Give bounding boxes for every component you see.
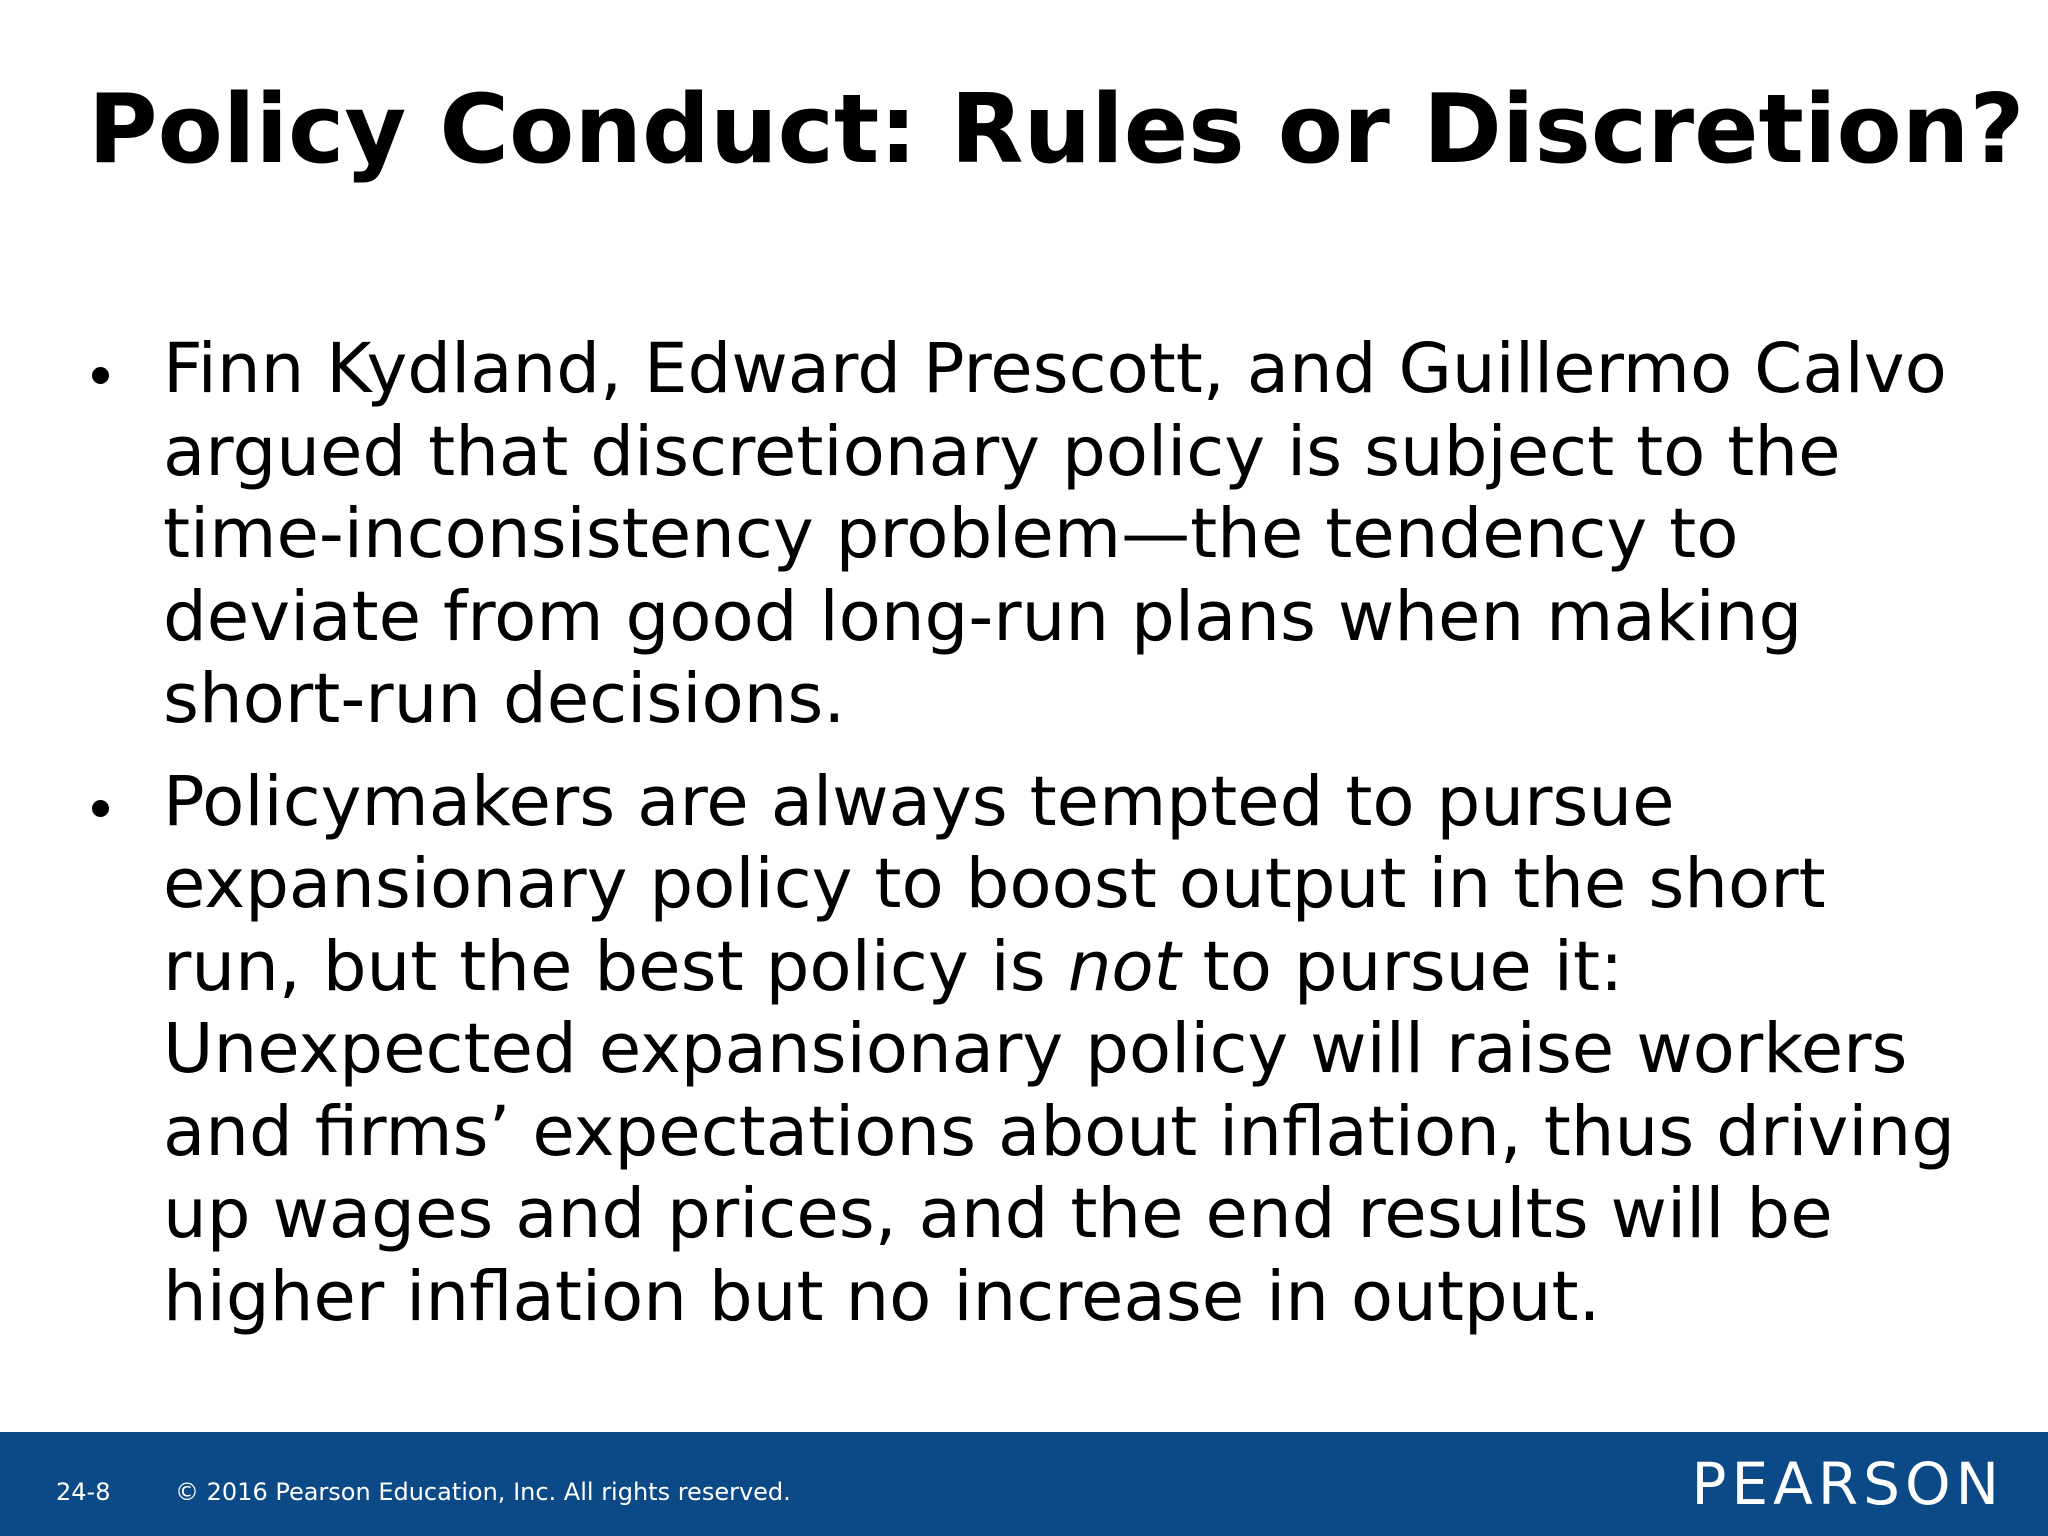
slide-title: Policy Conduct: Rules or Discretion? (88, 75, 2025, 185)
text-line: time-inconsistency problem—the tendency to (163, 494, 1739, 574)
text-line: Unexpected expansionary policy will raise workers (163, 1009, 1908, 1089)
bullet-icon (92, 800, 109, 817)
text-line: Finn Kydland, Edward Prescott, and Guillermo Calvo (163, 329, 1947, 409)
text-line: up wages and prices, and the end results will be (163, 1174, 1833, 1254)
text-line (163, 926, 2028, 1009)
pearson-logo: PEARSON (1691, 1450, 2004, 1518)
copyright-notice: © 2016 Pearson Education, Inc. All rights reserved. (175, 1478, 791, 1506)
slide-number: 24-8 (56, 1478, 111, 1506)
text-line: expansionary policy to boost output in the short (163, 844, 1826, 924)
text-segment: to pursue it: (1180, 926, 1624, 1007)
bullet-item (88, 328, 2028, 741)
emphasized-text: not (1067, 926, 1181, 1007)
footer-bar (0, 1432, 2048, 1536)
text-line: Policymakers are always tempted to pursue (163, 761, 1675, 842)
bullet-list (88, 328, 2028, 1358)
text-line: higher inflation but no increase in output. (163, 1256, 1601, 1337)
bullet-text (163, 761, 2028, 1339)
bullet-icon (92, 367, 109, 384)
bullet-text (163, 328, 2028, 741)
bullet-item (88, 761, 2028, 1339)
text-line: and firms’ expectations about inflation, thus driving (163, 1091, 1956, 1172)
text-line: argued that discretionary policy is subject to the (163, 411, 1841, 492)
text-segment: run, but the best policy is (163, 926, 1068, 1007)
text-line: deviate from good long-run plans when making (163, 576, 1803, 657)
text-line: short-run decisions. (163, 659, 846, 739)
